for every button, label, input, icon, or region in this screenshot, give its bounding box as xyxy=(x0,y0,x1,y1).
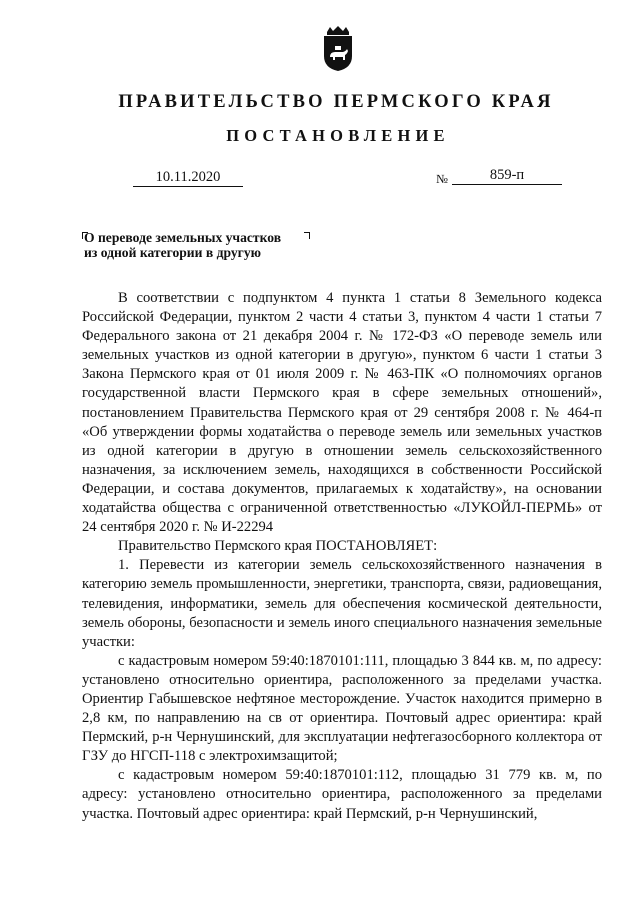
document-subject xyxy=(84,231,324,260)
body-paragraph-item-1: 1. Перевести из категории земель сельскохозяйственного назначения в категорию земель промышленности, энергетики, транспорта, связи, радиовещания, телевидения, информатики, земель для обеспечения космической деятельности, земель обороны, безопасности и земель иного специального назначения земельные участки: xyxy=(82,557,602,650)
document-type-title: ПОСТАНОВЛЕНИЕ xyxy=(226,126,450,145)
subject-line-2: из одной категории в другую xyxy=(84,244,262,260)
document-number: 859-п xyxy=(452,166,562,185)
body-paragraph-plot-112: с кадастровым номером 59:40:1870101:112, площадью 31 779 кв. м, по адресу: установлено относительно ориентира, расположенного за пределами участка. Почтовый адрес ориентира: край Пермский, р-н Чернушинский, xyxy=(82,767,602,822)
organization-title: ПРАВИТЕЛЬСТВО ПЕРМСКОГО КРАЯ xyxy=(118,92,554,112)
body-paragraph-plot-111: с кадастровым номером 59:40:1870101:111, площадью 3 844 кв. м, по адресу: установлено относительно ориентира, расположенного за пределами участка. Ориентир Габышевское нефтяное месторождение. Участок находится примерно в 2,8 км, по направлению на св от ориентира. Почтовый адрес ориентира: край Пермский, р-н Чернушинский, для эксплуатации нефтегазосборного коллектора от ГЗУ до НГСП-118 с электрохимзащитой; xyxy=(82,652,602,765)
subject-line-1: О переводе земельных участков xyxy=(84,230,282,245)
document-body xyxy=(82,289,602,824)
coat-of-arms-icon xyxy=(321,26,355,72)
subject-bracket-left xyxy=(82,232,88,239)
subject-bracket-right xyxy=(304,232,310,239)
body-paragraph-resolution: Правительство Пермского края ПОСТАНОВЛЯЕТ: xyxy=(118,538,438,555)
body-paragraph-preamble: В соответствии с подпунктом 4 пункта 1 статьи 8 Земельного кодекса Российской Федерации, пунктом 2 части 4 статьи 3, пунктом 4 части 1 статьи 7 Федерального закона от 21 декабря 2004 г. № 172-ФЗ «О переводе земель или земельных участков из одной категории в другую», пунктом 6 части 1 статьи 3 Закона Пермского края от 01 июля 2009 г. № 463-ПК «О полномочиях органов государственной власти Пермского края в сфере земельных отношений», постановлением Правительства Пермского края от 29 сентября 2008 г. № 464-п «Об утверждении формы ходатайства о переводе земель или земельных участков из одной категории в другую в отношении земель сельскохозяйственного назначения, за исключением земель, находящихся в собственности Российской Федерации, и состава документов, прилагаемых к ходатайству», на основании ходатайства общества с ограниченной ответственностью «ЛУКОЙЛ-ПЕРМЬ» от 24 сентября 2020 г. № И-22294 xyxy=(82,290,602,536)
number-sign: № xyxy=(436,172,448,186)
document-date: 10.11.2020 xyxy=(133,168,243,187)
